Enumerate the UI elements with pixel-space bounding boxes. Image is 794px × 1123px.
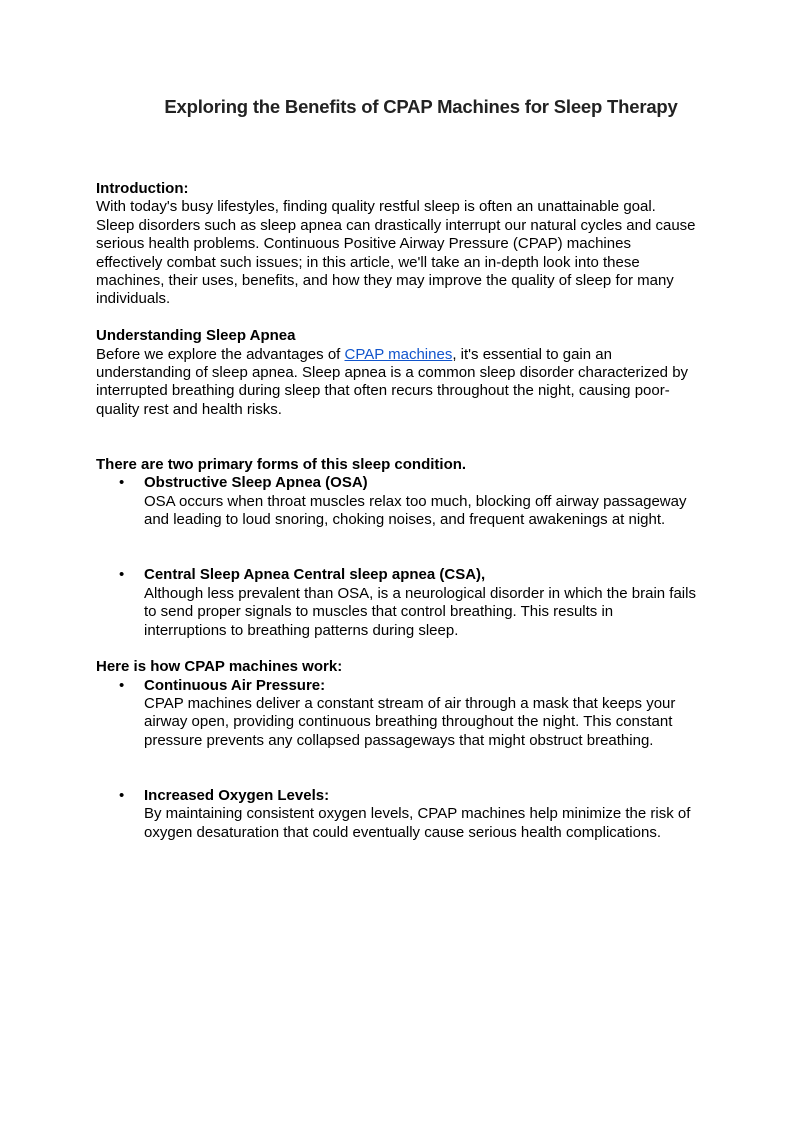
introduction-paragraph: With today's busy lifestyles, finding quality restful sleep is often an unattainable goal. Sleep disorders such as sleep apnea can drastically interrupt our natural cycles and cause serious health problems. Continuous Positive Airway Pressure (CPAP) machines effectively combat such issues; in this article, we'll take an in-depth look into these machines, their uses, benefits, and how they may improve the quality of sleep for many individuals. — [96, 198, 696, 308]
list-item-text: Although less prevalent than OSA, is a neurological disorder in which the brain fails to send proper signals to muscles that control breathing. This results in interruptions to breathing patterns during sleep. — [144, 584, 696, 639]
list-item-title: Central Sleep Apnea Central sleep apnea (CSA), — [144, 566, 486, 584]
bullet-icon: • — [119, 474, 125, 492]
list-item — [96, 474, 698, 529]
list-item-title: Continuous Air Pressure: — [144, 676, 326, 694]
document-body — [96, 180, 698, 842]
page-title: Exploring the Benefits of CPAP Machines for Sleep Therapy — [164, 96, 678, 117]
introduction-section — [96, 180, 698, 309]
list-item — [96, 677, 698, 751]
list-item-title: Obstructive Sleep Apnea (OSA) — [144, 474, 368, 492]
understanding-text-before-link: Before we explore the advantages of — [96, 345, 345, 363]
forms-heading: There are two primary forms of this sleep condition. — [96, 456, 467, 474]
introduction-heading: Introduction: — [96, 180, 189, 197]
forms-section — [96, 456, 698, 640]
cpap-machines-link[interactable]: CPAP machines — [344, 345, 453, 363]
forms-list — [96, 474, 698, 640]
how-it-works-list — [96, 677, 698, 843]
understanding-text-after-link: , it's essential to gain an understanding of sleep apnea. Sleep apnea is a common sleep disorder characterized by interrupted breathing during sleep that often recurs throughout the night, causing poor-quality rest and health risks. — [96, 345, 689, 418]
understanding-heading: Understanding Sleep Apnea — [96, 327, 296, 345]
bullet-icon: • — [119, 566, 125, 584]
understanding-section — [96, 327, 698, 419]
bullet-icon: • — [119, 676, 125, 694]
list-item — [96, 787, 698, 842]
list-item-text: CPAP machines deliver a constant stream of air through a mask that keeps your airway open, providing continuous breathing throughout the night. This constant pressure prevents any collapsed passageways that might obstruct breathing. — [144, 694, 676, 749]
bullet-icon: • — [119, 786, 125, 804]
list-item — [96, 566, 698, 640]
how-it-works-heading: Here is how CPAP machines work: — [96, 658, 343, 676]
list-item-text: By maintaining consistent oxygen levels, CPAP machines help minimize the risk of oxygen desaturation that could eventually cause serious health complications. — [144, 805, 691, 841]
list-item-title: Increased Oxygen Levels: — [144, 786, 330, 804]
understanding-paragraph — [96, 346, 698, 420]
list-item-text: OSA occurs when throat muscles relax too much, blocking off airway passageway and leading to loud snoring, choking noises, and frequent awakenings at night. — [144, 492, 687, 529]
how-it-works-section — [96, 658, 698, 842]
